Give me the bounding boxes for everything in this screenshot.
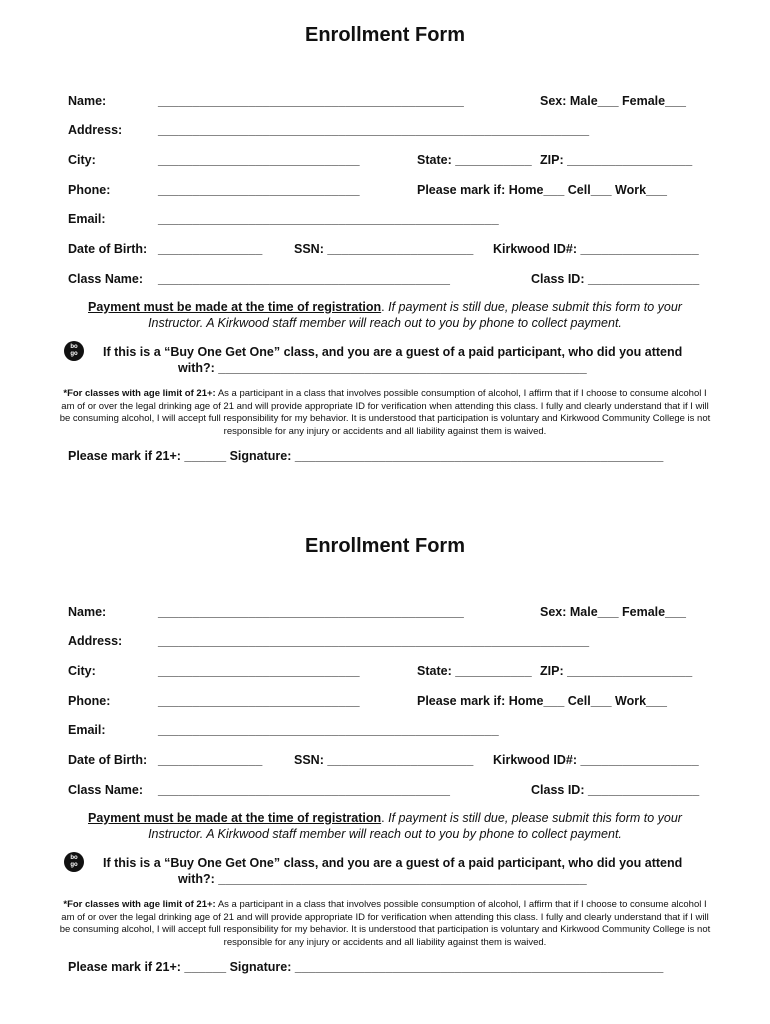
disclaimer-text: As a participant in a class that involves possible consumption of alcohol, I affirm that if I choose to consume alcohol I am of or over the legal drinking age of 21 and will provide appropriate ID for verification when attending this class. I fully and clearly understand that if I will be consuming alcohol, I will accept full responsibility for my behavior. It is understood that participation is voluntary and Kirkwood Community College is not responsible for any injury or accidents and all liability against them is waived. xyxy=(59,388,711,437)
ssn-field[interactable]: SSN: _____________________ xyxy=(294,242,474,256)
sex-field[interactable]: Sex: Male___ Female___ xyxy=(540,605,686,619)
dob-row xyxy=(0,751,770,771)
bogo-question-text: If this is a “Buy One Get One” class, and you are a guest of a paid participant, who did you attend xyxy=(103,856,683,870)
phone-type-options[interactable]: Please mark if: Home___ Cell___ Work___ xyxy=(417,183,667,197)
email-field[interactable]: _________________________________________________ xyxy=(158,212,499,226)
phone-row xyxy=(0,692,770,712)
class-name-field[interactable]: __________________________________________ xyxy=(158,783,450,797)
kirkwood-id-field[interactable]: Kirkwood ID#: _________________ xyxy=(493,242,699,256)
payment-period: . xyxy=(381,811,385,825)
state-field[interactable]: State: ___________ xyxy=(417,153,532,167)
phone-field[interactable]: _____________________________ xyxy=(158,694,360,708)
bogo-with-field[interactable]: with?: _____________________________________________________ xyxy=(178,361,587,375)
email-row xyxy=(0,210,770,230)
payment-bold: Payment must be made at the time of registration xyxy=(88,811,382,825)
form-title: Enrollment Form xyxy=(304,24,465,46)
city-label: City: xyxy=(68,153,96,167)
phone-label: Phone: xyxy=(68,183,111,197)
enrollment-form-1 xyxy=(0,0,770,510)
payment-notice xyxy=(60,299,710,331)
payment-italic: If payment is still due, please submit this form to your Instructor. A Kirkwood staff member will reach out to you by phone to collect payment. xyxy=(148,300,682,330)
dob-label: Date of Birth: xyxy=(68,242,148,256)
city-row xyxy=(0,151,770,171)
dob-field[interactable]: _______________ xyxy=(158,242,263,256)
address-field[interactable]: ______________________________________________________________ xyxy=(158,123,590,137)
address-row xyxy=(0,632,770,652)
disclaimer-heading: *For classes with age limit of 21+: xyxy=(63,388,216,399)
signature-row[interactable]: Please mark if 21+: ______ Signature: _____________________________________________________ xyxy=(68,960,664,974)
payment-notice xyxy=(60,810,710,842)
enrollment-form-2 xyxy=(0,511,770,1021)
class-row xyxy=(0,270,770,290)
disclaimer-heading: *For classes with age limit of 21+: xyxy=(63,899,216,910)
bogo-question-text: If this is a “Buy One Get One” class, and you are a guest of a paid participant, who did you attend xyxy=(103,345,683,359)
bogo-question xyxy=(103,855,713,887)
state-field[interactable]: State: ___________ xyxy=(417,664,532,678)
bogo-icon: bo go xyxy=(64,852,84,872)
bogo-question xyxy=(103,344,713,376)
address-row xyxy=(0,121,770,141)
signature-row[interactable]: Please mark if 21+: ______ Signature: _____________________________________________________ xyxy=(68,449,664,463)
phone-label: Phone: xyxy=(68,694,111,708)
disclaimer-text: As a participant in a class that involves possible consumption of alcohol, I affirm that if I choose to consume alcohol I am of or over the legal drinking age of 21 and will provide appropriate ID for verification when attending this class. I fully and clearly understand that if I will be consuming alcohol, I will accept full responsibility for my behavior. It is understood that participation is voluntary and Kirkwood Community College is not responsible for any injury or accidents and all liability against them is waived. xyxy=(59,899,711,948)
city-field[interactable]: _____________________________ xyxy=(158,664,360,678)
city-label: City: xyxy=(68,664,96,678)
payment-bold: Payment must be made at the time of registration xyxy=(88,300,382,314)
dob-label: Date of Birth: xyxy=(68,753,148,767)
payment-italic: If payment is still due, please submit this form to your Instructor. A Kirkwood staff member will reach out to you by phone to collect payment. xyxy=(148,811,682,841)
zip-field[interactable]: ZIP: __________________ xyxy=(540,664,693,678)
ssn-field[interactable]: SSN: _____________________ xyxy=(294,753,474,767)
class-name-field[interactable]: __________________________________________ xyxy=(158,272,450,286)
phone-row xyxy=(0,181,770,201)
class-name-label: Class Name: xyxy=(68,783,144,797)
bogo-with-field[interactable]: with?: _____________________________________________________ xyxy=(178,872,587,886)
kirkwood-id-field[interactable]: Kirkwood ID#: _________________ xyxy=(493,753,699,767)
name-field[interactable]: ____________________________________________ xyxy=(158,94,464,108)
name-label: Name: xyxy=(68,605,107,619)
bogo-icon: bo go xyxy=(64,341,84,361)
email-row xyxy=(0,721,770,741)
age-disclaimer xyxy=(58,899,712,949)
form-title: Enrollment Form xyxy=(304,535,465,557)
class-id-field[interactable]: Class ID: ________________ xyxy=(531,272,700,286)
city-row xyxy=(0,662,770,682)
address-label: Address: xyxy=(68,123,123,137)
address-field[interactable]: ______________________________________________________________ xyxy=(158,634,590,648)
age-disclaimer xyxy=(58,388,712,438)
class-id-field[interactable]: Class ID: ________________ xyxy=(531,783,700,797)
phone-type-options[interactable]: Please mark if: Home___ Cell___ Work___ xyxy=(417,694,667,708)
sex-field[interactable]: Sex: Male___ Female___ xyxy=(540,94,686,108)
dob-field[interactable]: _______________ xyxy=(158,753,263,767)
city-field[interactable]: _____________________________ xyxy=(158,153,360,167)
class-name-label: Class Name: xyxy=(68,272,144,286)
email-field[interactable]: _________________________________________________ xyxy=(158,723,499,737)
name-row xyxy=(0,603,770,623)
address-label: Address: xyxy=(68,634,123,648)
dob-row xyxy=(0,240,770,260)
class-row xyxy=(0,781,770,801)
phone-field[interactable]: _____________________________ xyxy=(158,183,360,197)
email-label: Email: xyxy=(68,212,106,226)
name-field[interactable]: ____________________________________________ xyxy=(158,605,464,619)
name-row xyxy=(0,92,770,112)
payment-period: . xyxy=(381,300,385,314)
email-label: Email: xyxy=(68,723,106,737)
zip-field[interactable]: ZIP: __________________ xyxy=(540,153,693,167)
name-label: Name: xyxy=(68,94,107,108)
